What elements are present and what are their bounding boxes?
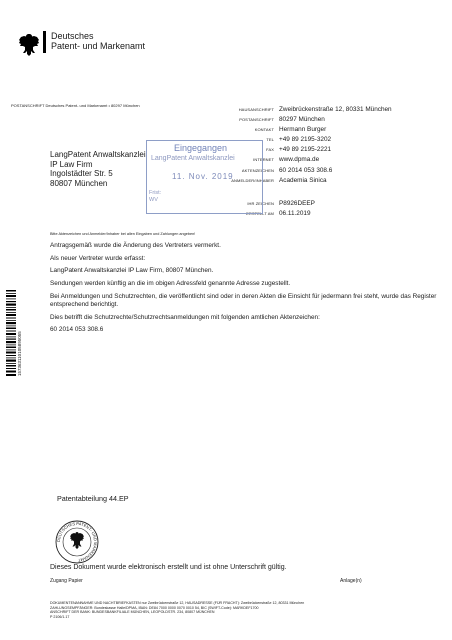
address-line: IP Law Firm bbox=[50, 159, 93, 169]
info-value: 06.11.2019 bbox=[279, 209, 311, 217]
info-label: ANMELDER/INHABER bbox=[231, 177, 274, 183]
letter-body bbox=[50, 242, 445, 339]
footer-line: ZAHLUNGSEMPFÄNGER: Bundeskasse Halle/DPMA, IBAN: DE84 7000 0000 0070 0010 54, BIC (SWIFT-Code): MARKDEF1700 bbox=[50, 605, 259, 610]
info-label: IHR ZEICHEN bbox=[247, 200, 274, 206]
info-label: INTERNET bbox=[253, 157, 274, 163]
footer-line: P 2106/1.17 bbox=[50, 614, 70, 619]
info-value: +49 89 2195-2221 bbox=[279, 146, 332, 154]
info-value: 80297 München bbox=[279, 116, 325, 124]
logo-divider bbox=[43, 31, 46, 53]
info-row bbox=[200, 116, 450, 126]
footer-line: DOKUMENTENANNAHME UND NACHTBRIEFKASTEN nur Zweibrückenstraße 12, HAUSADRESSE (FÜR FRACHT): Zweibrückenstraße 12, 80331 München bbox=[50, 601, 305, 605]
seal-text: DEUTSCHES PATENT- UND MARKENAMT bbox=[55, 520, 99, 563]
footer-info bbox=[50, 601, 430, 619]
stamp-wv: WV bbox=[149, 197, 158, 203]
electronic-notice: Dieses Dokument wurde elektronisch erstellt und ist ohne Unterschrift gültig. bbox=[50, 564, 287, 571]
info-value: Hermann Burger bbox=[279, 126, 327, 134]
body-paragraph: Dies betrifft die Schutzrechte/Schutzrechtsanmeldungen mit folgenden amtlichen Aktenzeichen: bbox=[50, 313, 320, 321]
body-paragraph: Antragsgemäß wurde die Änderung des Vertreters vermerkt. bbox=[50, 242, 221, 249]
info-value: www.dpma.de bbox=[279, 156, 320, 164]
stamp-notes bbox=[149, 190, 161, 204]
barcode-number: 157363110105895055 bbox=[17, 331, 22, 376]
info-label: AKTENZEICHEN bbox=[241, 167, 274, 173]
body-paragraph: Bei Anmeldungen und Schutzrechten, die veröffentlicht sind oder in deren Akten die Einsicht für jedermann frei steht, wurde das Register entsprechend berichtigt. bbox=[50, 292, 437, 309]
access-type: Zugang Papier bbox=[50, 578, 83, 584]
info-row bbox=[200, 126, 450, 136]
stamp-subtitle: LangPatent Anwaltskanzlei bbox=[151, 155, 235, 162]
department: Patentabteilung 44.EP bbox=[57, 494, 129, 503]
address-line: LangPatent Anwaltskanzlei bbox=[50, 150, 146, 159]
official-seal-icon bbox=[55, 520, 99, 564]
attachments-label: Anlage(n) bbox=[340, 578, 362, 584]
federal-eagle-icon bbox=[18, 32, 40, 58]
info-label: ERSTELLT AM bbox=[246, 210, 274, 216]
file-number: 60 2014 053 308.6 bbox=[50, 326, 104, 334]
info-label: KONTAKT bbox=[254, 127, 274, 133]
info-label: POSTANSCHRIFT bbox=[239, 117, 274, 123]
stamp-title: Eingegangen bbox=[174, 143, 228, 153]
info-value: P8926DEEP bbox=[279, 199, 315, 207]
body-paragraph: Als neuer Vertreter wurde erfasst: bbox=[50, 254, 146, 262]
address-line: 80807 München bbox=[50, 178, 108, 188]
recipient-address bbox=[50, 150, 146, 188]
body-paragraph: LangPatent Anwaltskanzlei IP Law Firm, 80807 München. bbox=[50, 267, 214, 275]
info-label: FAX bbox=[266, 147, 274, 153]
sender-line: POSTANSCHRIFT Deutsches Patent- und Markenamt • 80297 München bbox=[11, 103, 140, 108]
info-row bbox=[200, 106, 450, 116]
info-label: HAUSANSCHRIFT bbox=[238, 107, 274, 112]
stamp-date: 11. Nov. 2019 bbox=[172, 172, 234, 181]
address-line: Ingolstädter Str. 5 bbox=[50, 169, 113, 178]
barcode bbox=[6, 290, 16, 376]
org-name-line1: Deutsches bbox=[51, 31, 94, 41]
info-label: TEL bbox=[266, 137, 274, 143]
org-name-line2: Patent- und Markenamt bbox=[51, 41, 146, 51]
info-value: +49 89 2195-3202 bbox=[279, 136, 332, 144]
info-value: Academia Sinica bbox=[279, 176, 327, 184]
info-value: Zweibrückenstraße 12, 80331 München bbox=[279, 106, 392, 113]
info-value: 60 2014 053 308.6 bbox=[279, 166, 333, 174]
stamp-frist: Frist: bbox=[149, 190, 162, 196]
fine-print: Bitte Aktenzeichen und Anmelder/Inhaber bei allen Eingaben und Zahlungen angeben! bbox=[50, 232, 196, 236]
body-paragraph: Sendungen werden künftig an die im obigen Adressfeld genannte Adresse zugestellt. bbox=[50, 280, 291, 288]
footer-line: ANSCHRIFT DER BANK: BUNDESBANKFILIALE MÜNCHEN, LEOPOLDSTR. 234, 80807 MÜNCHEN bbox=[50, 610, 215, 615]
